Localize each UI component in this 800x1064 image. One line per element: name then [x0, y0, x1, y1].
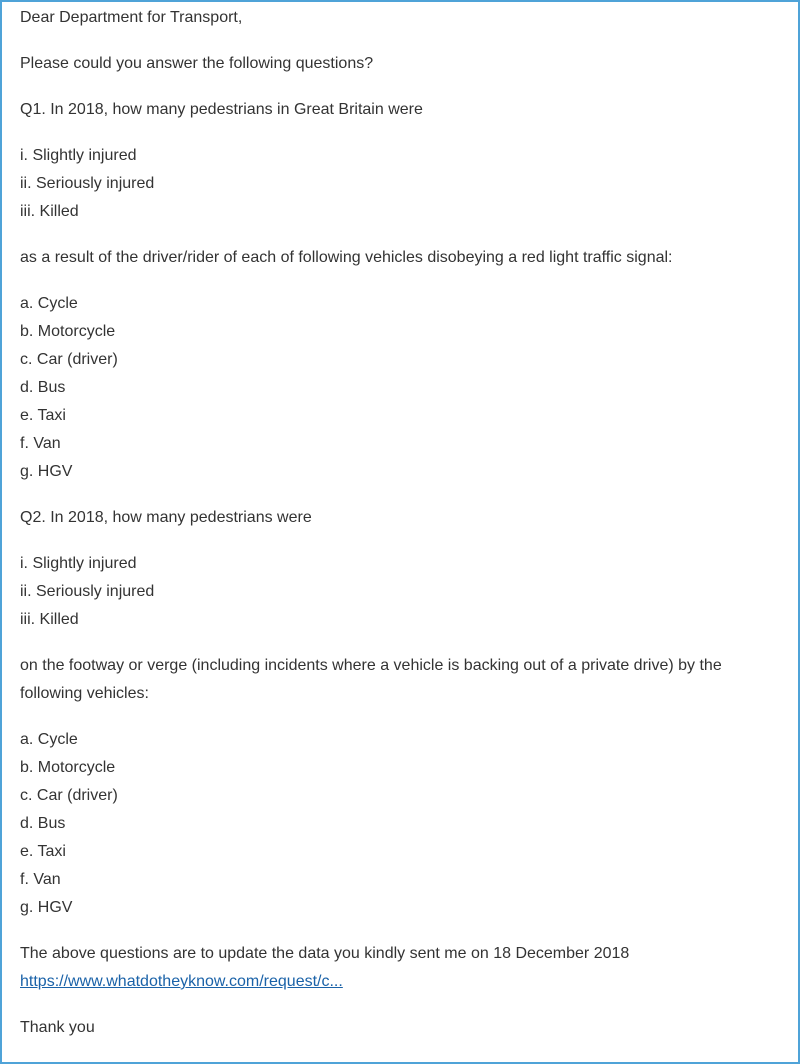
q2-condition-line: following vehicles: [20, 685, 149, 702]
list-item: a. Cycle [20, 731, 78, 748]
list-item: a. Cycle [20, 295, 78, 312]
q2-severity-list [20, 550, 795, 634]
sign-off: Thank you [20, 1019, 95, 1036]
list-item: f. Van [20, 871, 61, 888]
list-item: d. Bus [20, 815, 66, 832]
request-link-line [20, 968, 795, 996]
list-item: ii. Seriously injured [20, 583, 155, 600]
q1-heading: Q1. In 2018, how many pedestrians in Great Britain were [20, 101, 423, 118]
q1-condition: as a result of the driver/rider of each of following vehicles disobeying a red light traffic signal: [20, 249, 673, 266]
list-item: g. HGV [20, 463, 73, 480]
intro: Please could you answer the following questions? [20, 55, 374, 72]
list-item: e. Taxi [20, 407, 66, 424]
closing-note: The above questions are to update the data you kindly sent me on 18 December 2018 [20, 945, 630, 962]
list-item: i. Slightly injured [20, 147, 137, 164]
list-item: b. Motorcycle [20, 759, 116, 776]
closing-block [20, 940, 795, 996]
list-item: iii. Killed [20, 203, 79, 220]
list-item: i. Slightly injured [20, 555, 137, 572]
list-item: iii. Killed [20, 611, 79, 628]
letter-body [20, 4, 795, 1042]
q2-heading: Q2. In 2018, how many pedestrians were [20, 509, 312, 526]
request-link[interactable]: https://www.whatdotheyknow.com/request/c... [20, 973, 343, 990]
list-item: b. Motorcycle [20, 323, 116, 340]
q1-vehicle-list [20, 290, 795, 486]
q2-condition-line: on the footway or verge (including incidents where a vehicle is backing out of a private drive) by the [20, 657, 722, 674]
list-item: c. Car (driver) [20, 787, 118, 804]
q1-severity-list [20, 142, 795, 226]
list-item: d. Bus [20, 379, 66, 396]
q2-vehicle-list [20, 726, 795, 922]
greeting: Dear Department for Transport, [20, 9, 243, 26]
list-item: f. Van [20, 435, 61, 452]
q2-condition [20, 652, 795, 708]
list-item: e. Taxi [20, 843, 66, 860]
list-item: c. Car (driver) [20, 351, 118, 368]
list-item: g. HGV [20, 899, 73, 916]
list-item: ii. Seriously injured [20, 175, 155, 192]
